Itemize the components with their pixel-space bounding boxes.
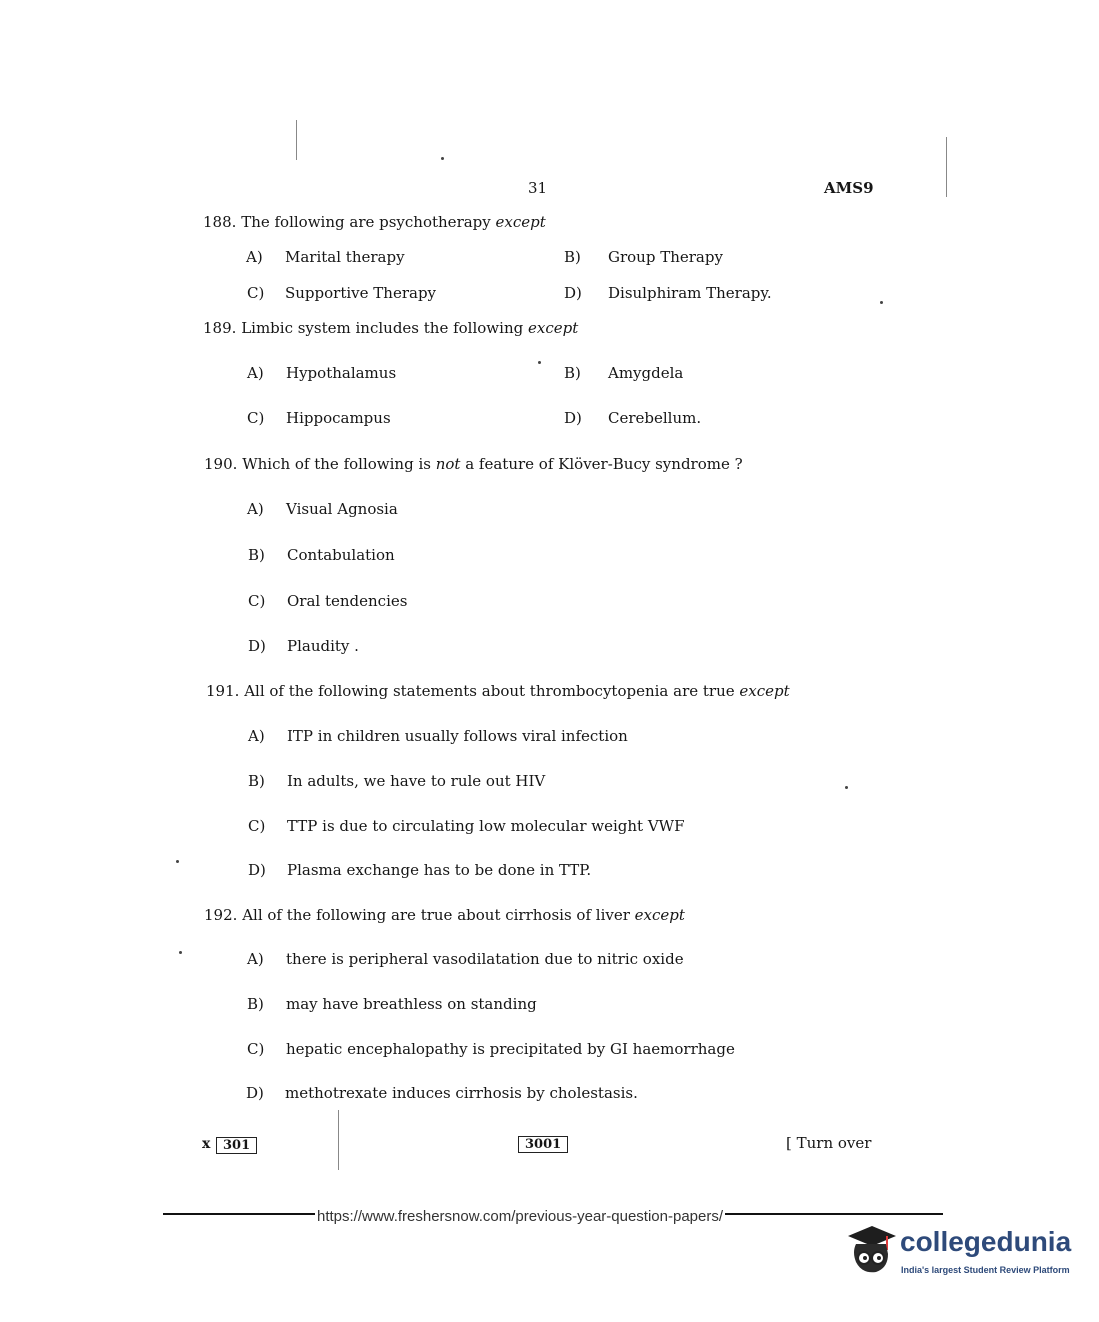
option-label: A): [248, 727, 265, 745]
option-label: B): [564, 364, 581, 382]
question-stem: Which of the following is: [242, 455, 436, 473]
option-text: Hypothalamus: [286, 364, 397, 382]
question-emphasis: except: [634, 906, 685, 924]
question-emphasis: except: [527, 319, 579, 337]
logo-wordmark: collegedunia: [900, 1226, 1072, 1257]
question-stem: All of the following statements about thrombocytopenia are true: [244, 682, 740, 700]
question-192: [204, 906, 685, 924]
scan-edge-mark: [296, 120, 297, 160]
question-emphasis: not: [435, 455, 461, 473]
option-text: TTP is due to circulating low molecular weight VWF: [287, 817, 685, 835]
option-text: Disulphiram Therapy.: [608, 284, 772, 302]
question-190: [204, 455, 743, 473]
option-label: B): [564, 248, 581, 266]
turn-over-label: [ Turn over: [786, 1134, 872, 1152]
option-text: Marital therapy: [285, 248, 405, 266]
logo-tagline: India's largest Student Review Platform: [901, 1265, 1070, 1275]
option-text: Supportive Therapy: [285, 284, 437, 302]
question-number: 190.: [204, 455, 238, 473]
option-label: C): [247, 1040, 265, 1058]
option-label: B): [248, 772, 265, 790]
option-label: A): [247, 950, 264, 968]
option-label: B): [247, 995, 264, 1013]
option-label: A): [247, 364, 264, 382]
footer-prefix: x: [202, 1136, 211, 1152]
question-188: [203, 213, 546, 231]
option-text: there is peripheral vasodilatation due to nitric oxide: [286, 950, 684, 968]
scan-speck: [845, 786, 848, 789]
question-number: 191.: [206, 682, 240, 700]
option-text: may have breathless on standing: [286, 995, 537, 1013]
option-label: A): [246, 248, 263, 266]
option-text: Cerebellum.: [608, 409, 702, 427]
option-text: Visual Agnosia: [286, 500, 398, 518]
option-text: hepatic encephalopathy is precipitated by GI haemorrhage: [286, 1040, 735, 1058]
option-label: C): [248, 817, 266, 835]
scan-edge-mark: [338, 1110, 339, 1170]
option-text: Amygdela: [608, 364, 684, 382]
question-emphasis: except: [739, 682, 790, 700]
option-text: Hippocampus: [286, 409, 391, 427]
scan-speck: [538, 361, 541, 364]
option-label: A): [247, 500, 264, 518]
option-text: Plasma exchange has to be done in TTP.: [287, 861, 592, 879]
scan-speck: [179, 951, 182, 954]
option-text: Contabulation: [287, 546, 395, 564]
scan-speck: [441, 157, 444, 160]
paper-code: AMS9: [824, 179, 874, 197]
option-label: D): [564, 284, 582, 302]
option-label: D): [248, 637, 266, 655]
option-text: Plaudity .: [287, 637, 359, 655]
option-label: C): [248, 592, 266, 610]
question-189: [203, 319, 578, 337]
option-label: D): [246, 1084, 264, 1102]
scan-speck: [176, 860, 179, 863]
option-text: Group Therapy: [608, 248, 723, 266]
question-stem-end: a feature of Klöver-Bucy syndrome ?: [460, 455, 743, 473]
option-text: Oral tendencies: [287, 592, 408, 610]
question-number: 188.: [203, 213, 237, 231]
option-text: methotrexate induces cirrhosis by cholestasis.: [285, 1084, 638, 1102]
footer-page-box: 301: [216, 1137, 257, 1154]
question-191: [206, 682, 790, 700]
question-stem: Limbic system includes the following: [241, 319, 528, 337]
page-number: 31: [528, 179, 548, 197]
footer-center-box: 3001: [518, 1136, 568, 1153]
option-text: ITP in children usually follows viral infection: [287, 727, 628, 745]
option-text: In adults, we have to rule out HIV: [287, 772, 546, 790]
option-label: C): [247, 284, 265, 302]
scan-edge-mark: [946, 137, 947, 197]
question-stem: The following are psychotherapy: [241, 213, 496, 231]
graduate-mascot-icon: [842, 1222, 898, 1278]
option-label: D): [248, 861, 266, 879]
question-number: 189.: [203, 319, 237, 337]
question-emphasis: except: [495, 213, 546, 231]
watermark-url: https://www.freshersnow.com/previous-year-question-papers/: [317, 1208, 724, 1225]
question-stem: All of the following are true about cirrhosis of liver: [242, 906, 635, 924]
option-label: D): [564, 409, 582, 427]
scan-speck: [880, 301, 883, 304]
option-label: B): [248, 546, 265, 564]
question-number: 192.: [204, 906, 238, 924]
option-label: C): [247, 409, 265, 427]
collegedunia-logo: [842, 1220, 1072, 1280]
